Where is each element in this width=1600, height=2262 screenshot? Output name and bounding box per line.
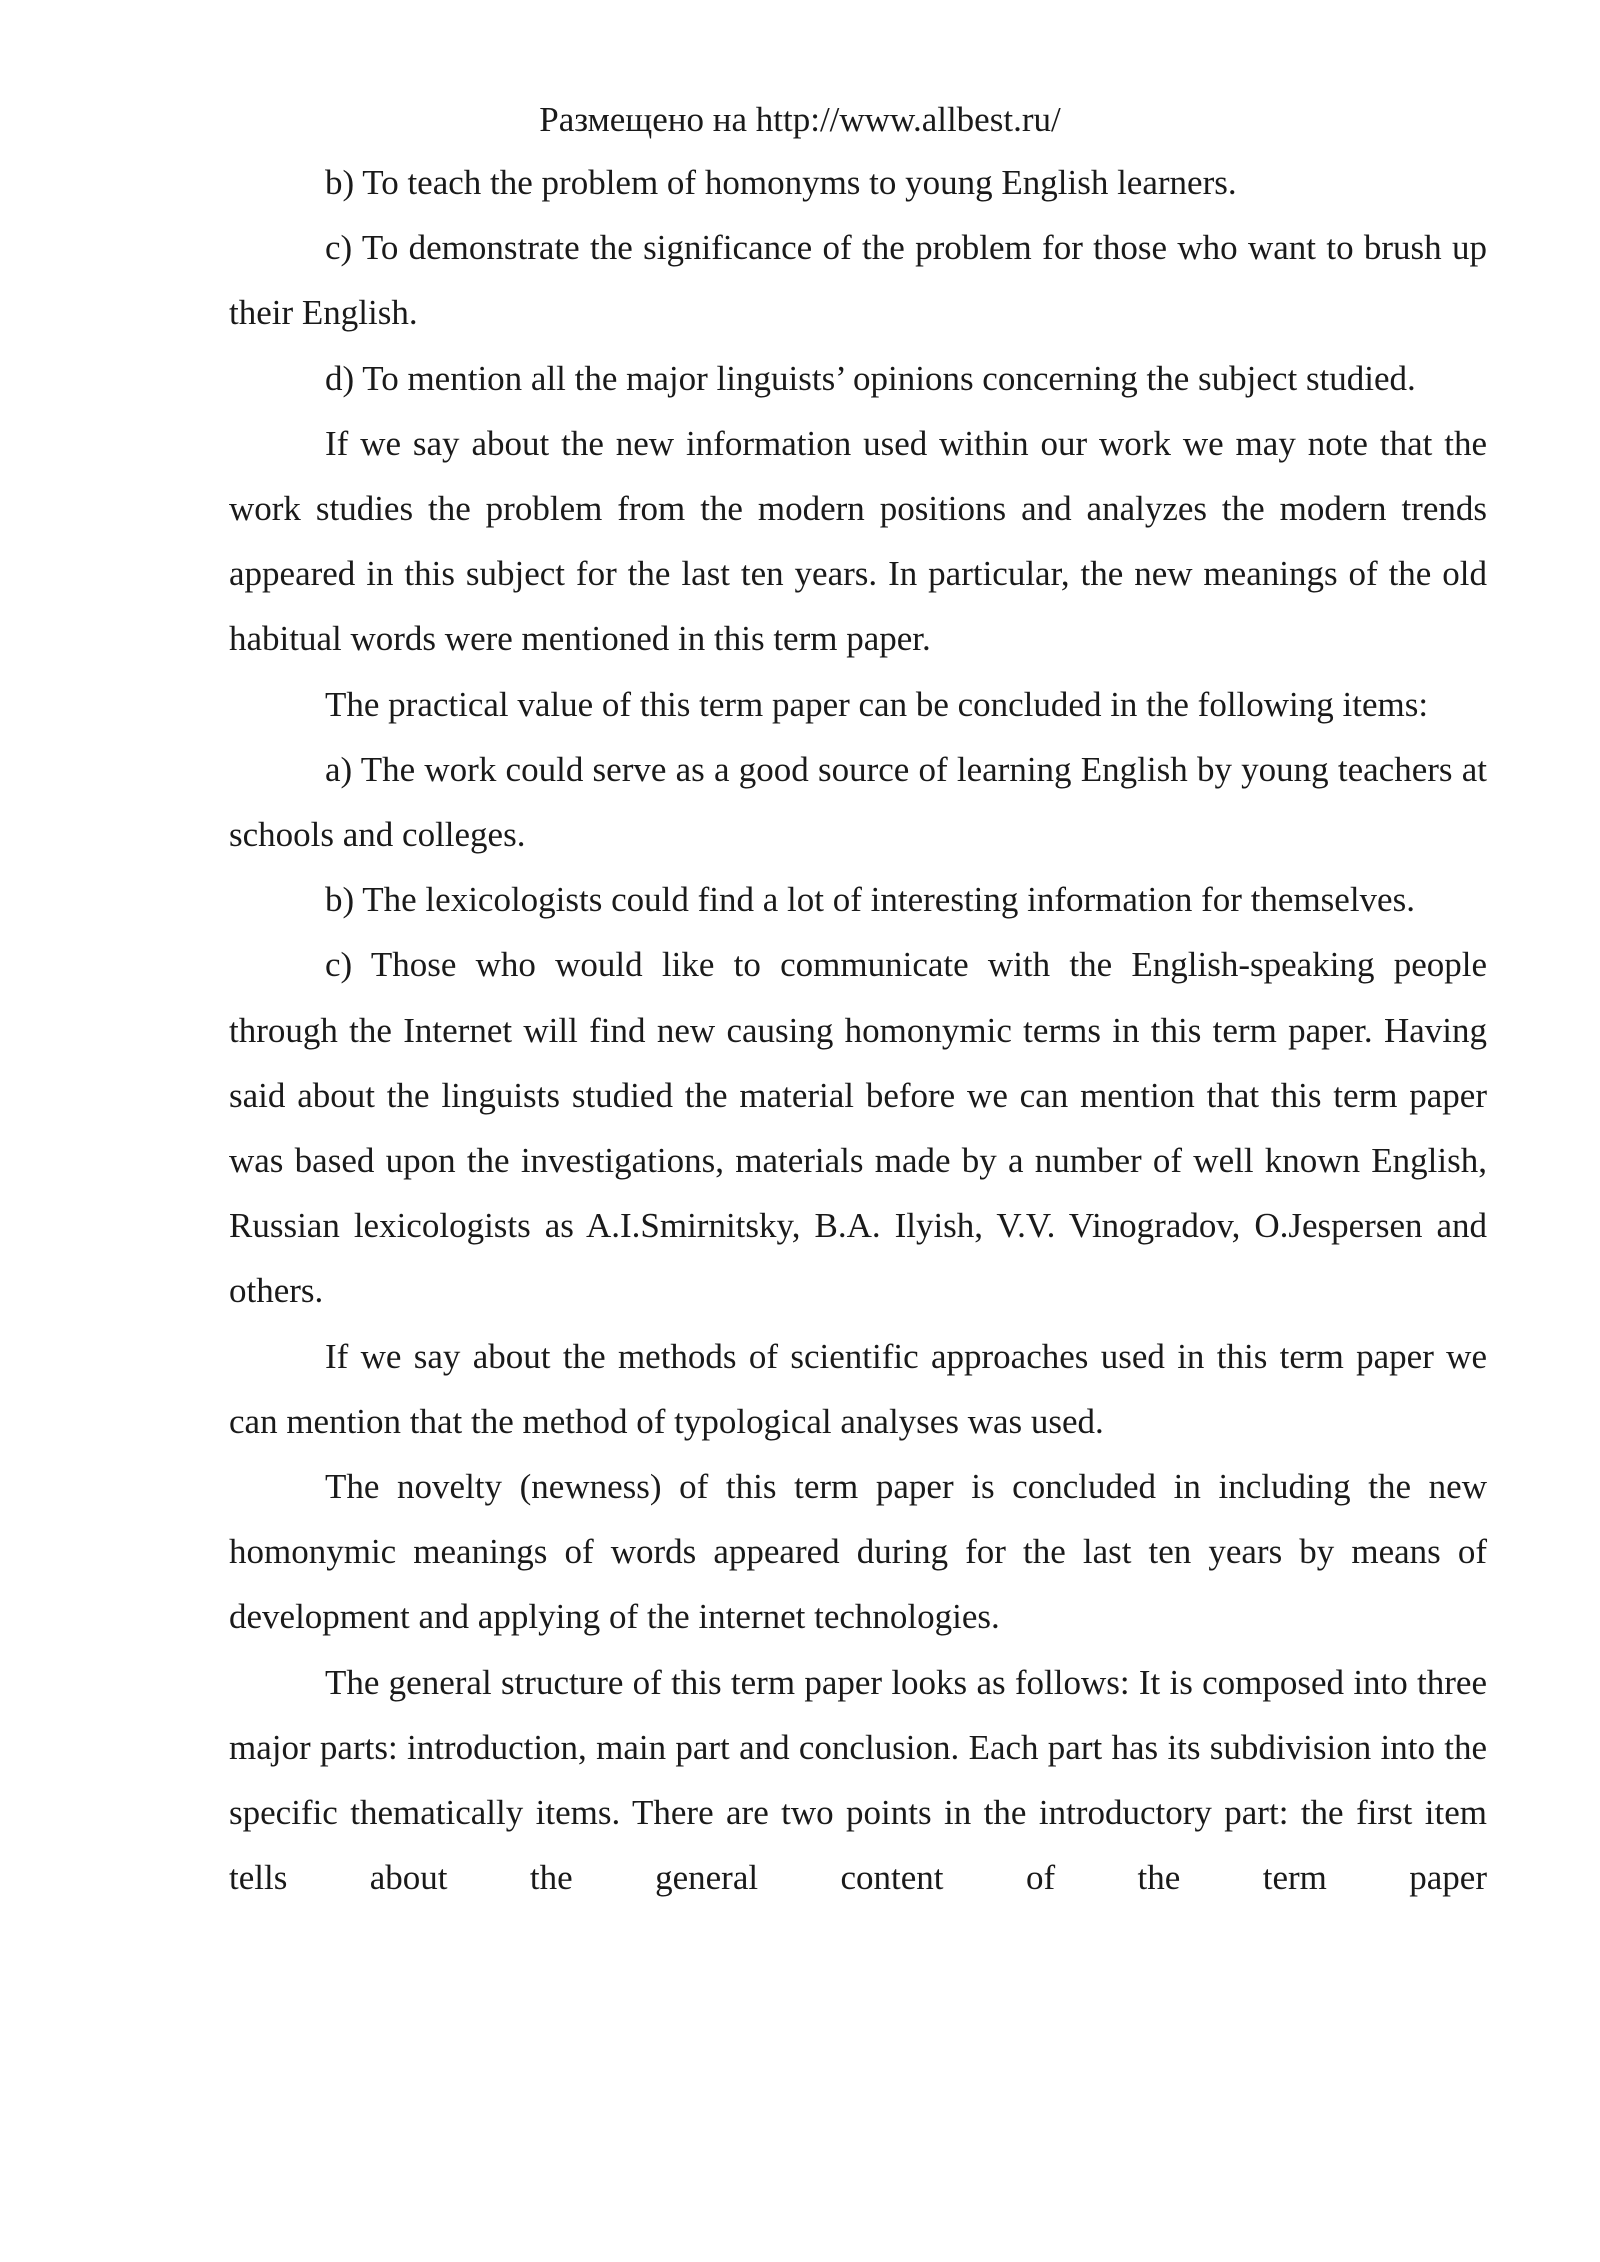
paragraph-value-a: a) The work could serve as a good source of learning English by young teachers at schools and colleges. [229,749,1487,855]
paragraph-novelty: The novelty (newness) of this term paper is concluded in including the new homonymic meanings of words appeared during for the last ten years by means of development and applying of the internet technologies. [229,1467,1487,1637]
paragraph-goal-c: c) To demonstrate the significance of the problem for those who want to brush up their English. [229,228,1487,333]
paragraph-new-information: If we say about the new information used within our work we may note that the work studies the problem from the modern positions and analyzes the modern trends appeared in this subject for the last ten years. In particular, the new meanings of the old habitual words were mentioned in this term paper. [229,423,1487,659]
paragraph-value-c: c) Those who would like to communicate with the English-speaking people through the Internet will find new causing homonymic terms in this term paper. Having said about the linguists studied the material before we can mention that this term paper was based upon the investigations, materials made by a number of well known English, Russian lexicologists as A.I.Smirnitsky, B.A. Ilyish, V.V. Vinogradov, O.Jespersen and others. [229,945,1487,1311]
paragraph-structure: The general structure of this term paper looks as follows: It is composed into three major parts: introduction, main part and conclusion. Each part has its subdivision into the specific thematically items. There are two points in the introductory part: the first item tells about the general content of the term paper [229,1662,1487,1898]
page-header-watermark: Размещено на http://www.allbest.ru/ [539,100,1061,139]
paragraph-goal-d: d) To mention all the major linguists’ opinions concerning the subject studied. [325,358,1416,398]
paragraph-practical-value: The practical value of this term paper can be concluded in the following items: [325,684,1429,724]
paragraph-methods: If we say about the methods of scientific approaches used in this term paper we can mention that the method of typological analyses was used. [229,1336,1487,1441]
paragraph-value-b: b) The lexicologists could find a lot of interesting information for themselves. [325,880,1415,920]
paragraph-goal-b: b) To teach the problem of homonyms to young English learners. [325,163,1237,202]
document-body [229,150,1487,1910]
